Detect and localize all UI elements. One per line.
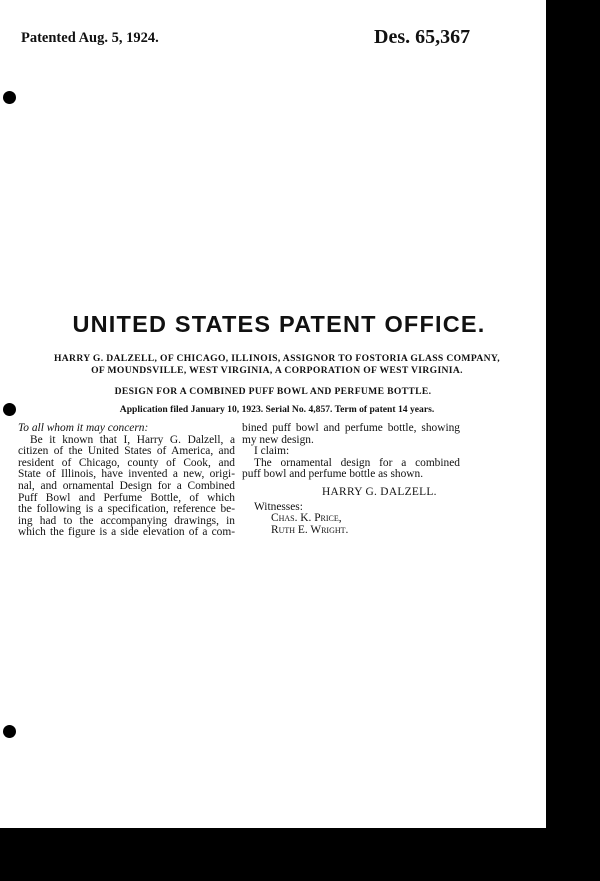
witness-name: Ruth E. Wright.: [271, 523, 349, 536]
text-line: citizen of the United States of America, and: [18, 445, 235, 458]
punch-hole-top: [3, 91, 16, 104]
punch-hole-bottom: [3, 725, 16, 738]
inventor-line-1: HARRY G. DALZELL, OF CHICAGO, ILLINOIS, ASSIGNOR TO FOSTORIA GLASS COMPANY,: [53, 353, 501, 364]
design-title: DESIGN FOR A COMBINED PUFF BOWL AND PERFUME BOTTLE.: [114, 386, 432, 397]
salutation: To all whom it may concern:: [18, 422, 149, 434]
office-heading: UNITED STATES PATENT OFFICE.: [72, 311, 486, 337]
claim-heading: I claim:: [254, 445, 290, 458]
claim-line: The ornamental design for a combined: [254, 456, 460, 469]
text-line: the following is a specification, reference be-: [18, 503, 235, 516]
text-line: State of Illinois, have invented a new, origi-: [18, 468, 235, 481]
right-column: [242, 423, 460, 536]
scan-edge-bottom: [0, 828, 600, 881]
filing-info: Application filed January 10, 1923. Serial No. 4,857. Term of patent 14 years.: [119, 404, 435, 415]
patent-number: Des. 65,367: [374, 26, 471, 48]
text-line: nal, and ornamental Design for a Combined: [18, 479, 235, 492]
text-line: resident of Chicago, county of Cook, and: [18, 456, 235, 469]
text-line: Be it known that I, Harry G. Dalzell, a: [30, 433, 235, 446]
patent-date: Patented Aug. 5, 1924.: [21, 30, 159, 46]
text-line: which the figure is a side elevation of a com-: [18, 526, 235, 539]
claim-line: puff bowl and perfume bottle as shown.: [242, 468, 424, 481]
scan-edge-right: [546, 0, 600, 881]
text-line: my new design.: [242, 433, 314, 446]
text-line: Puff Bowl and Perfume Bottle, of which: [18, 491, 235, 504]
signer-name: HARRY G. DALZELL.: [322, 485, 437, 498]
text-line: bined puff bowl and perfume bottle, showing: [242, 422, 460, 434]
witnesses-label: Witnesses:: [254, 500, 303, 513]
text-line: ing had to the accompanying drawings, in: [18, 514, 235, 527]
left-column: [18, 423, 235, 539]
inventor-line-2: OF MOUNDSVILLE, WEST VIRGINIA, A CORPORATION OF WEST VIRGINIA.: [91, 365, 463, 376]
witness-name: Chas. K. Price,: [271, 512, 342, 525]
